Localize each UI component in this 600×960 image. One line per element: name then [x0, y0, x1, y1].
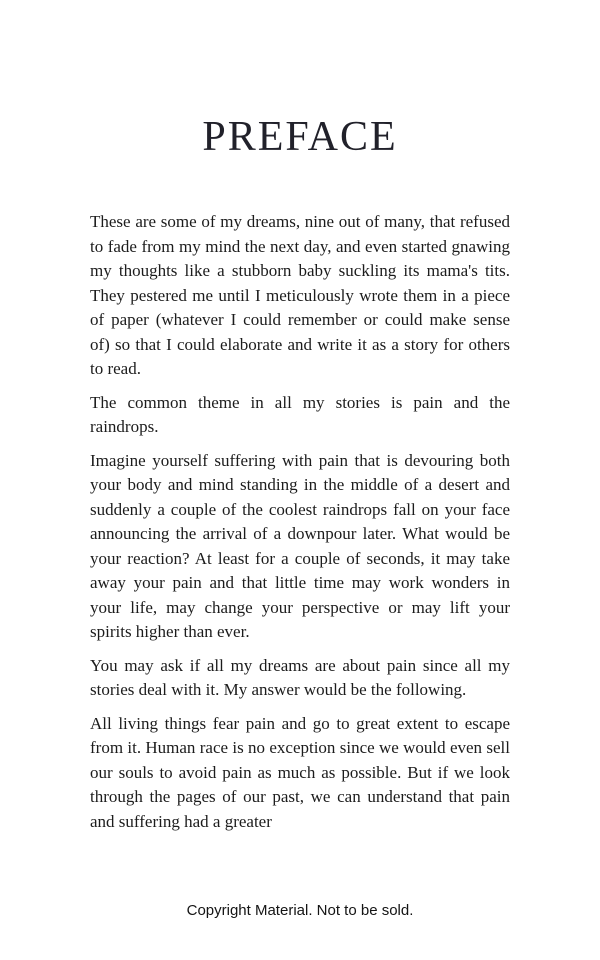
copyright-notice: Copyright Material. Not to be sold. [186, 902, 414, 919]
page-title: PREFACE [202, 114, 398, 160]
paragraph-2: The common theme in all my stories is pain and the raindrops. [90, 392, 510, 436]
paragraph-3: Imagine yourself suffering with pain that is devouring both your body and mind standing in the middle of a desert and suddenly a couple of the coolest raindrops fall on your face announcing the arrival of a downpour later. What would be your reaction? At least for a couple of seconds, it may take away your pain and that little time may work wonders in your life, may change your perspective or may lift your spirits higher than ever. [90, 450, 510, 641]
page-body [90, 210, 510, 834]
paragraph-1: These are some of my dreams, nine out of many, that refused to fade from my mind the next day, and even started gnawing my thoughts like a stubborn baby suckling its mama's tits. They pestered me until I meticulously wrote them in a piece of paper (whatever I could remember or could make sense of) so that I could elaborate and write it as a story for others to read. [90, 212, 510, 378]
paragraph-4: You may ask if all my dreams are about pain since all my stories deal with it. My answer would be the following. [90, 655, 510, 699]
paragraph-5: All living things fear pain and go to great extent to escape from it. Human race is no exception since we would even sell our souls to avoid pain as much as possible. But if we look through the pages of our past, we can understand that pain and suffering had a greater [90, 713, 510, 831]
